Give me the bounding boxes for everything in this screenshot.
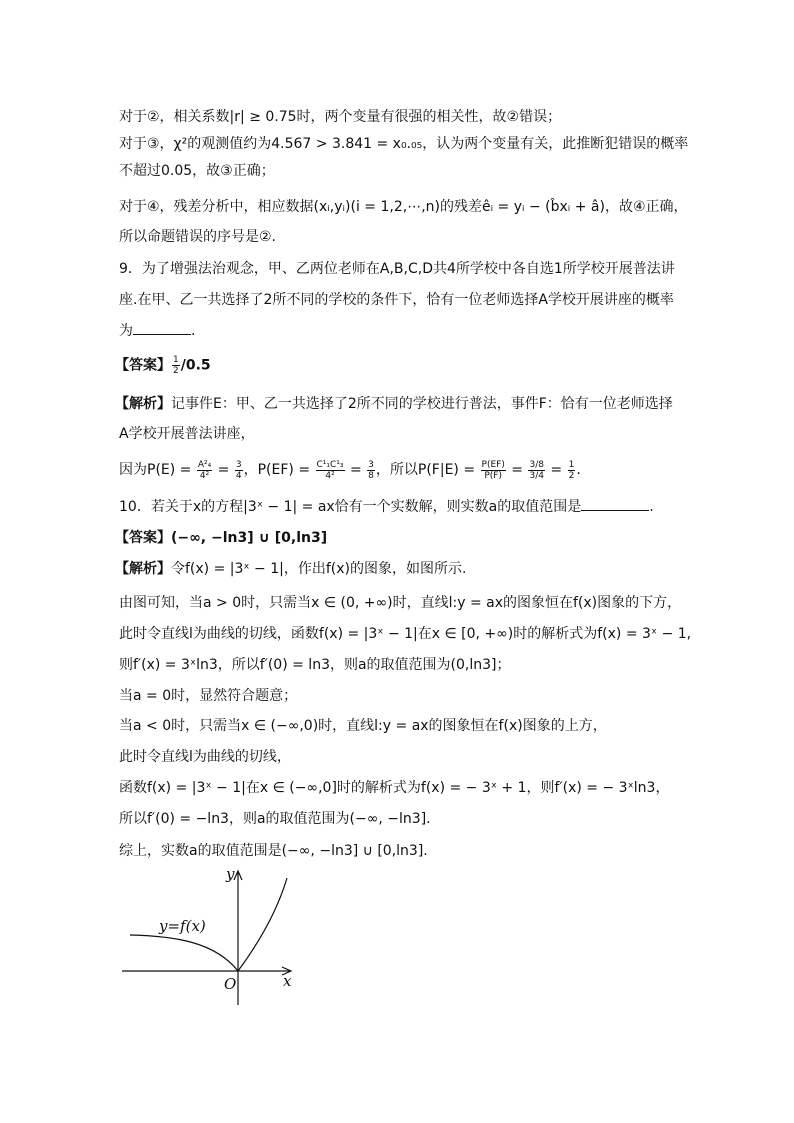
- curve-f-right: [238, 878, 287, 971]
- solution-10-line1: 【解析】令f(x) = |3ˣ − 1|，作出f(x)的图象，如图所示.: [115, 561, 467, 577]
- question-9-line3: [119, 320, 195, 341]
- fraction-pe-value: $\frac{3}{4}$: [235, 459, 242, 481]
- question-10: 10．若关于x的方程|3ˣ − 1| = ax恰有一个实数解，则实数a的取值范围是 .: [119, 496, 654, 517]
- y-axis-arrow: [234, 871, 242, 880]
- solution-10-line5: 当a = 0时，显然符合题意；: [119, 688, 298, 704]
- answer-9-fraction: $\frac{1}{2}$: [173, 355, 179, 376]
- solution-10-line6: 当a < 0时，只需当x ∈ (−∞,0)时，直线l:y = ax的图象恒在f(x)图象的上方，: [119, 718, 607, 734]
- answer-10-tag: 【答案】: [115, 530, 171, 546]
- curve-label: y=f(x): [159, 917, 206, 935]
- solution-10-line4: 则f′(x) = 3ˣln3，所以f′(0) = ln3，则a的取值范围为(0,ln3]；: [119, 657, 511, 673]
- question-9-prefix: 为: [119, 323, 133, 339]
- fraction-pe: $\frac{\text{A²₄}}{\text{4²}}$: [197, 459, 212, 481]
- answer-9-tag: 【答案】: [115, 357, 171, 374]
- x-axis-label: x: [283, 972, 292, 990]
- solution-10-line8: 函数f(x) = |3ˣ − 1|在x ∈ (−∞,0]时的解析式为f(x) = − 3ˣ + 1，则f′(x) = − 3ˣln3，: [119, 780, 670, 796]
- origin-label: O: [224, 975, 237, 993]
- solution-10-line9: 所以f′(0) = −ln3，则a的取值范围为(−∞, −ln3].: [119, 811, 431, 827]
- fraction-pfe-mid: $\frac{3/8}{3/4}$: [529, 459, 544, 481]
- solution-9-line2: A学校开展普法讲座，: [119, 426, 255, 442]
- answer-10-value: (−∞, −ln3] ∪ [0,ln3]: [171, 530, 328, 546]
- fraction-pef-value: $\frac{3}{8}$: [368, 459, 374, 481]
- solution-10-line7: 此时令直线l为曲线的切线，: [119, 749, 291, 765]
- text-line-case3-cont: 不超过0.05，故③正确；: [119, 163, 275, 179]
- solution-10-tag: 【解析】: [115, 561, 171, 577]
- solution-10-line3: 此时令直线l为曲线的切线，函数f(x) = |3ˣ − 1|在x ∈ [0, +∞)时的解析式为f(x) = 3ˣ − 1,: [119, 626, 692, 642]
- text-line-case2: 对于②，相关系数|r| ≥ 0.75时，两个变量有很强的相关性，故②错误；: [119, 109, 562, 125]
- question-9-line1: 9．为了增强法治观念，甲、乙两位老师在A,B,C,D共4所学校中各自选1所学校开展普法讲: [119, 261, 675, 277]
- x-axis-arrow: [282, 967, 291, 975]
- question-9-line2: 座.在甲、乙一共选择了2所不同的学校的条件下，恰有一位老师选择A学校开展讲座的概率: [119, 292, 674, 308]
- solution-9-tag: 【解析】: [115, 396, 171, 412]
- solution-10-line10: 综上，实数a的取值范围是(−∞, −ln3] ∪ [0,ln3].: [119, 843, 428, 859]
- solution-9-line3: 因为P(E) = $\frac{\text{A²₄}}{\text{4²}}$ = $\frac{3}{4}$ ，P(EF) = $\frac{\text{C¹₁C¹₃}}{\text{4²}}$ = $\frac{3}{8}$ ，所以P(F|E) = $\frac{P(EF)}{P(F)}$ = $\frac{3/8}{3/4}$ = $\frac{1}{2}$ .: [119, 459, 581, 481]
- answer-blank-10: [581, 496, 649, 511]
- text-line-case3: 对于③，χ²的观测值约为4.567 > 3.841 = x₀.₀₅，认为两个变量有关，此推断犯错误的概率: [119, 136, 689, 152]
- curve-f-left: [130, 935, 238, 971]
- answer-9-value: /0.5: [180, 357, 211, 374]
- y-axis-label: y: [226, 865, 235, 883]
- fraction-pef: $\frac{\text{C¹₁C¹₃}}{\text{4²}}$: [316, 459, 344, 481]
- text-line-conclusion: 所以命题错误的序号是②.: [119, 229, 277, 245]
- solution-9-line1: 【解析】记事件E：甲、乙一共选择了2所不同的学校进行普法，事件F：恰有一位老师选择: [115, 396, 673, 412]
- text-line-case4: 对于④，残差分析中，相应数据(xᵢ,yᵢ)(i = 1,2,⋯,n)的残差êᵢ = yᵢ − (b̂xᵢ + â)，故④正确，: [119, 199, 688, 215]
- question-9-end: .: [191, 323, 196, 339]
- answer-9: [115, 355, 211, 376]
- solution-10-line2: 由图可知，当a > 0时，只需当x ∈ (0, +∞)时，直线l:y = ax的图象恒在f(x)图象的下方，: [119, 595, 682, 611]
- answer-blank-9: [133, 320, 191, 335]
- answer-10: [115, 528, 327, 548]
- fraction-pfe: $\frac{P(EF)}{P(F)}$: [481, 459, 505, 481]
- fraction-pfe-value: $\frac{1}{2}$: [568, 459, 575, 481]
